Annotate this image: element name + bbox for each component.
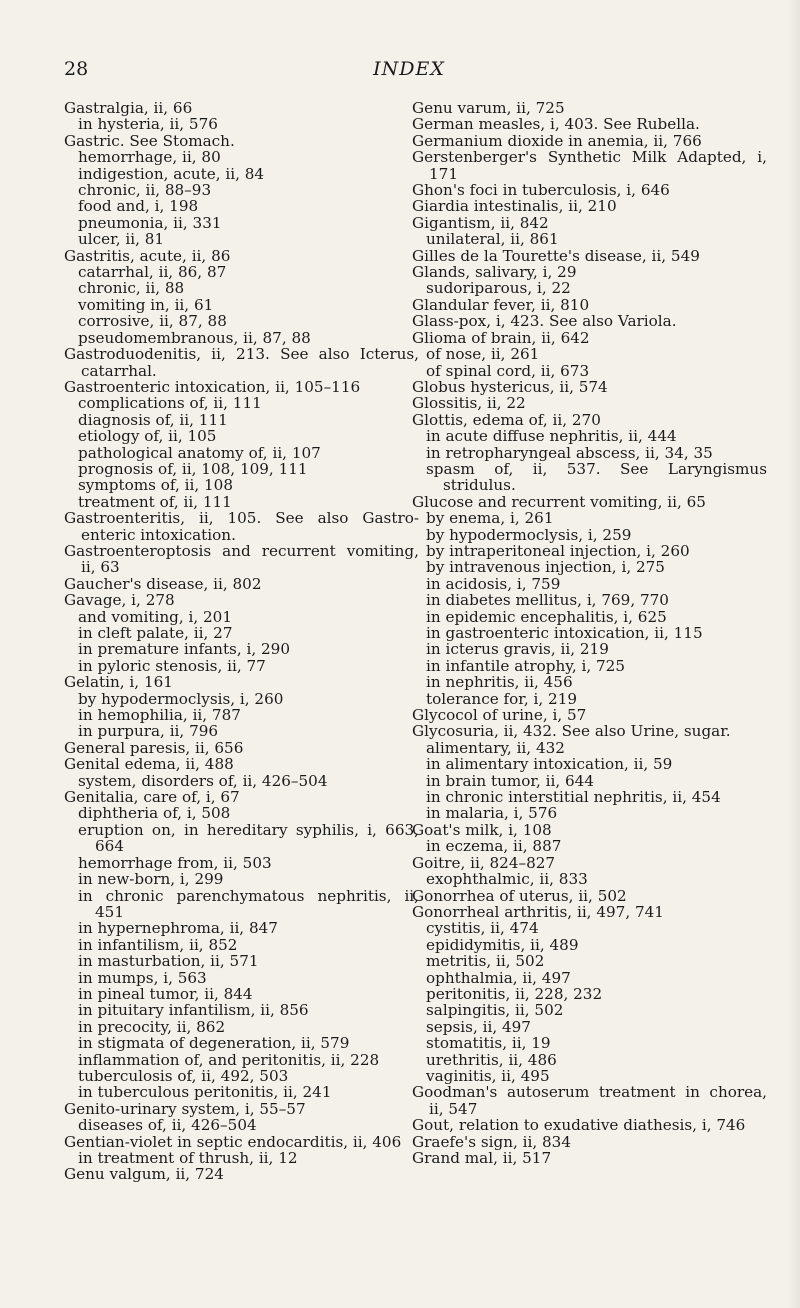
index-subentry: food and, i, 198: [78, 197, 199, 216]
index-subentry: in infantilism, ii, 852: [78, 935, 238, 954]
index-subentry: prognosis of, ii, 108, 109, 111: [78, 459, 308, 478]
index-entry: Genital edema, ii, 488: [64, 755, 234, 774]
index-entry: Gilles de la Tourette's disease, ii, 549: [412, 246, 700, 265]
index-subentry: in acute diffuse nephritis, ii, 444: [426, 427, 677, 446]
page-number: 28: [64, 58, 89, 80]
index-subentry: in new-born, i, 299: [78, 870, 224, 889]
index-subentry: metritis, ii, 502: [426, 952, 545, 971]
page-edge-shading: [788, 0, 800, 1308]
index-entry: Goat's milk, i, 108: [412, 820, 552, 839]
index-subentry: corrosive, ii, 87, 88: [78, 312, 227, 331]
index-subentry: catarrhal, ii, 86, 87: [78, 263, 227, 282]
index-subentry: pseudomembranous, ii, 87, 88: [78, 328, 311, 347]
index-subentry: unilateral, ii, 861: [426, 230, 559, 249]
index-entry: Goitre, ii, 824–827: [412, 853, 556, 872]
index-subentry: tolerance for, i, 219: [426, 689, 578, 708]
index-entry: Gastroenteroptosis and recurrent vomiting, ii, 63: [64, 541, 419, 577]
index-subentry: by intravenous injection, i, 275: [426, 558, 665, 577]
index-subentry: in pyloric stenosis, ii, 77: [78, 656, 266, 675]
index-subentry: ulcer, ii, 81: [78, 230, 165, 249]
index-subentry: in tuberculous peritonitis, ii, 241: [78, 1083, 332, 1102]
index-subentry: treatment of, ii, 111: [78, 492, 232, 511]
index-subentry: chronic, ii, 88: [78, 279, 185, 298]
index-entry: Gonorrhea of uterus, ii, 502: [412, 886, 627, 905]
index-subentry: complications of, ii, 111: [78, 394, 262, 413]
index-entry: Germanium dioxide in anemia, ii, 766: [412, 131, 702, 150]
index-subentry: in icterus gravis, ii, 219: [426, 640, 609, 659]
index-subentry: in chronic parenchymatous nephritis, ii, 451: [78, 886, 419, 921]
index-subentry: in nephritis, ii, 456: [426, 673, 573, 692]
index-subentry: vomiting in, ii, 61: [78, 295, 214, 314]
index-entry: Gonorrheal arthritis, ii, 497, 741: [412, 902, 664, 921]
index-entry: Graefe's sign, ii, 834: [412, 1132, 572, 1151]
page-header: [64, 58, 754, 84]
index-entry: Gastritis, acute, ii, 86: [64, 246, 231, 265]
index-subentry: sudoriparous, i, 22: [426, 279, 571, 298]
index-entry: Glycosuria, ii, 432. See also Urine, sugar.: [412, 722, 731, 741]
index-subentry: in precocity, ii, 862: [78, 1017, 226, 1036]
index-subentry: by hypodermoclysis, i, 259: [426, 525, 632, 544]
index-subentry: eruption on, in hereditary syphilis, i, 663, 664: [78, 820, 419, 856]
index-entry: Gastroenteric intoxication, ii, 105–116: [64, 377, 361, 396]
index-subentry: urethritis, ii, 486: [426, 1050, 557, 1069]
index-subentry: tuberculosis of, ii, 492, 503: [78, 1066, 289, 1085]
index-entry: Glands, salivary, i, 29: [412, 263, 577, 282]
index-subentry: diagnosis of, ii, 111: [78, 410, 228, 429]
index-subentry: chronic, ii, 88–93: [78, 181, 212, 200]
index-subentry: symptoms of, ii, 108: [78, 476, 234, 495]
index-subentry: of spinal cord, ii, 673: [426, 361, 590, 380]
index-subentry: in stigmata of degeneration, ii, 579: [78, 1034, 350, 1053]
index-subentry: in pituitary infantilism, ii, 856: [78, 1001, 309, 1020]
index-entry: Glossitis, ii, 22: [412, 394, 526, 413]
index-entry: Gastric. See Stomach.: [64, 131, 235, 150]
index-column-right: [412, 100, 767, 1166]
index-subentry: by intraperitoneal injection, i, 260: [426, 541, 690, 560]
index-entry: Grand mal, ii, 517: [412, 1149, 552, 1167]
index-subentry: etiology of, ii, 105: [78, 427, 217, 446]
index-subentry: of nose, ii, 261: [426, 345, 540, 364]
index-entry: Glottis, edema of, ii, 270: [412, 410, 601, 429]
index-subentry: in acidosis, i, 759: [426, 574, 561, 593]
index-column-left: [64, 100, 419, 1183]
index-subentry: in eczema, ii, 887: [426, 837, 562, 856]
index-subentry: sepsis, ii, 497: [426, 1017, 531, 1036]
index-subentry: pathological anatomy of, ii, 107: [78, 443, 321, 462]
index-subentry: by enema, i, 261: [426, 509, 554, 528]
index-subentry: exophthalmic, ii, 833: [426, 870, 588, 889]
index-subentry: in epidemic encephalitis, i, 625: [426, 607, 667, 626]
index-entry: Genu valgum, ii, 724: [64, 1165, 224, 1184]
index-entry: Gastroenteritis, ii, 105. See also Gastro-enteric intoxication.: [64, 509, 419, 544]
index-subentry: vaginitis, ii, 495: [426, 1066, 550, 1085]
index-subentry: in infantile atrophy, i, 725: [426, 656, 625, 675]
index-entry: Goodman's autoserum treatment in chorea, ii, 547: [412, 1083, 767, 1118]
index-entry: General paresis, ii, 656: [64, 738, 244, 757]
index-entry: Genitalia, care of, i, 67: [64, 788, 240, 807]
index-entry: Genu varum, ii, 725: [412, 99, 565, 117]
index-entry: Gaucher's disease, ii, 802: [64, 574, 262, 593]
index-entry: Gavage, i, 278: [64, 591, 175, 610]
index-subentry: in chronic interstitial nephritis, ii, 454: [426, 788, 721, 807]
index-entry: Gastroduodenitis, ii, 213. See also Icterus, catarrhal.: [64, 345, 419, 380]
index-entry: Giardia intestinalis, ii, 210: [412, 197, 617, 216]
index-subentry: in alimentary intoxication, ii, 59: [426, 755, 673, 774]
index-subentry: cystitis, ii, 474: [426, 919, 539, 938]
index-subentry: hemorrhage, ii, 80: [78, 148, 221, 167]
index-subentry: diphtheria of, i, 508: [78, 804, 231, 823]
index-subentry: inflammation of, and peritonitis, ii, 228: [78, 1050, 380, 1069]
index-subentry: hemorrhage from, ii, 503: [78, 853, 272, 872]
index-subentry: system, disorders of, ii, 426–504: [78, 771, 328, 790]
index-subentry: pneumonia, ii, 331: [78, 213, 222, 232]
index-subentry: salpingitis, ii, 502: [426, 1001, 564, 1020]
index-subentry: in retropharyngeal abscess, ii, 34, 35: [426, 443, 713, 462]
index-subentry: in treatment of thrush, ii, 12: [78, 1149, 298, 1167]
index-entry: Gout, relation to exudative diathesis, i, 746: [412, 1116, 746, 1135]
index-subentry: in purpura, ii, 796: [78, 722, 219, 741]
index-entry: Glycocol of urine, i, 57: [412, 706, 587, 725]
index-subentry: epididymitis, ii, 489: [426, 935, 579, 954]
index-subentry: ophthalmia, ii, 497: [426, 968, 571, 987]
index-entry: German measles, i, 403. See Rubella.: [412, 115, 700, 134]
index-entry: Ghon's foci in tuberculosis, i, 646: [412, 181, 670, 200]
running-title: INDEX: [373, 58, 445, 80]
index-entry: Gelatin, i, 161: [64, 673, 173, 692]
index-subentry: in pineal tumor, ii, 844: [78, 984, 253, 1003]
index-subentry: stomatitis, ii, 19: [426, 1034, 551, 1053]
index-entry: Globus hystericus, ii, 574: [412, 377, 608, 396]
index-subentry: in gastroenteric intoxication, ii, 115: [426, 624, 703, 642]
index-subentry: in mumps, i, 563: [78, 968, 207, 987]
index-entry: Gigantism, ii, 842: [412, 213, 549, 232]
index-subentry: indigestion, acute, ii, 84: [78, 164, 265, 183]
index-subentry: in diabetes mellitus, i, 769, 770: [426, 591, 669, 610]
index-subentry: by hypodermoclysis, i, 260: [78, 689, 284, 708]
index-subentry: and vomiting, i, 201: [78, 607, 232, 626]
index-entry: Glioma of brain, ii, 642: [412, 328, 590, 347]
index-subentry: in malaria, i, 576: [426, 804, 558, 823]
index-entry: Glucose and recurrent vomiting, ii, 65: [412, 492, 706, 511]
index-subentry: in hysteria, ii, 576: [78, 115, 218, 134]
index-entry: Gentian-violet in septic endocarditis, ii, 406: [64, 1132, 402, 1151]
index-entry: Genito-urinary system, i, 55–57: [64, 1099, 306, 1118]
index-subentry: in masturbation, ii, 571: [78, 952, 259, 971]
index-subentry: diseases of, ii, 426–504: [78, 1116, 257, 1135]
index-subentry: in cleft palate, ii, 27: [78, 624, 233, 642]
index-subentry: in hemophilia, ii, 787: [78, 706, 241, 725]
index-subentry: in brain tumor, ii, 644: [426, 771, 595, 790]
index-entry: Glandular fever, ii, 810: [412, 295, 590, 314]
index-subentry: in hypernephroma, ii, 847: [78, 919, 278, 938]
index-subentry: spasm of, ii, 537. See Laryngismus stridulus.: [426, 459, 767, 495]
index-subentry: alimentary, ii, 432: [426, 738, 565, 757]
index-entry: Gastralgia, ii, 66: [64, 99, 193, 117]
index-subentry: peritonitis, ii, 228, 232: [426, 984, 603, 1003]
index-subentry: in premature infants, i, 290: [78, 640, 291, 659]
index-entry: Gerstenberger's Synthetic Milk Adapted, i, 171: [412, 148, 767, 183]
index-entry: Glass-pox, i, 423. See also Variola.: [412, 312, 677, 331]
